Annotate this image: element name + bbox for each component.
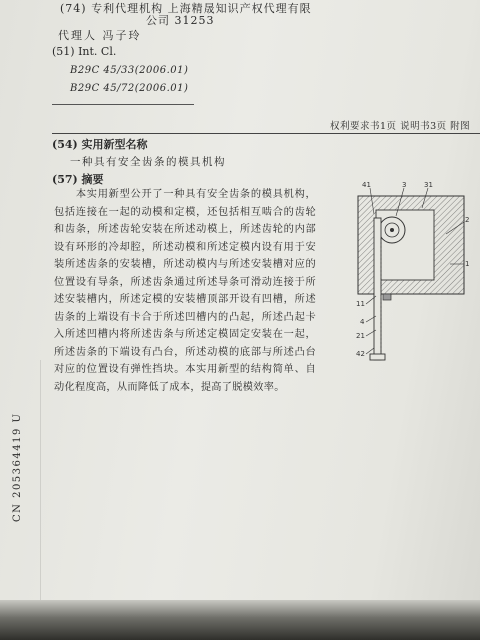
figure-label: 1 [465,260,470,268]
background-surface [0,600,480,640]
agent-name: 代理人 冯子玲 [58,29,142,42]
patent-number: CN 205364419 U [12,412,23,522]
mold-drawing [336,178,476,368]
elastic-stop [383,294,391,300]
page-counts: 权利要求书1页 说明书3页 附图 [330,121,471,132]
figure-label: 42 [356,350,365,358]
figure-label: 41 [362,181,371,189]
utility-model-title: 一种具有安全齿条的模具机构 [70,156,226,168]
figure-label: 4 [360,318,365,326]
divider [52,133,480,134]
abstract-text: 本实用新型公开了一种具有安全齿条的模具机构，包括连接在一起的动模和定模，还包括相互啮合的齿轮和齿条，所述齿轮安装在所述动模上，所述齿轮的内部设有环形的冷却腔，所述动模和所述定模内设有用于安装所述齿条的安装槽，所述动模内与所述安装槽对应的位置设有导条，所述齿条通过所述导条可滑动连接于所述安装槽内，所述定模的安装槽顶部开设有凹槽，所述齿条的上端设有卡合于所述凹槽内的凸起，所述凸起卡入所述凹槽内将所述齿条与所述定模固定安装在一起，所述齿条的下端设有凸台，所述动模的底部与所述凸台对应的位置设有弹性挡块。本实用新型的结构简单、自动化程度高，从而降低了成本，提高了脱模效率。 [54,189,316,393]
figure-label: 21 [356,332,365,340]
figure-label: 11 [356,300,365,308]
figure-label: 3 [402,181,407,189]
figure-label: 31 [424,181,433,189]
binding-line [40,360,41,600]
int-cl-label: (51) Int. Cl. [52,45,117,58]
rack-boss [370,354,385,360]
rack [374,218,381,360]
abstract-label: (57) 摘要 [52,173,104,186]
title-section-label: (54) 实用新型名称 [52,138,148,151]
divider [52,104,194,105]
agency-line: (74) 专利代理机构 上海精晟知识产权代理有限 [60,2,312,15]
figure-label: 2 [465,216,470,224]
classification-1: B29C 45/33(2006.01) [70,65,189,76]
agency-code: 公司 31253 [146,14,215,27]
classification-2: B29C 45/72(2006.01) [70,83,189,94]
